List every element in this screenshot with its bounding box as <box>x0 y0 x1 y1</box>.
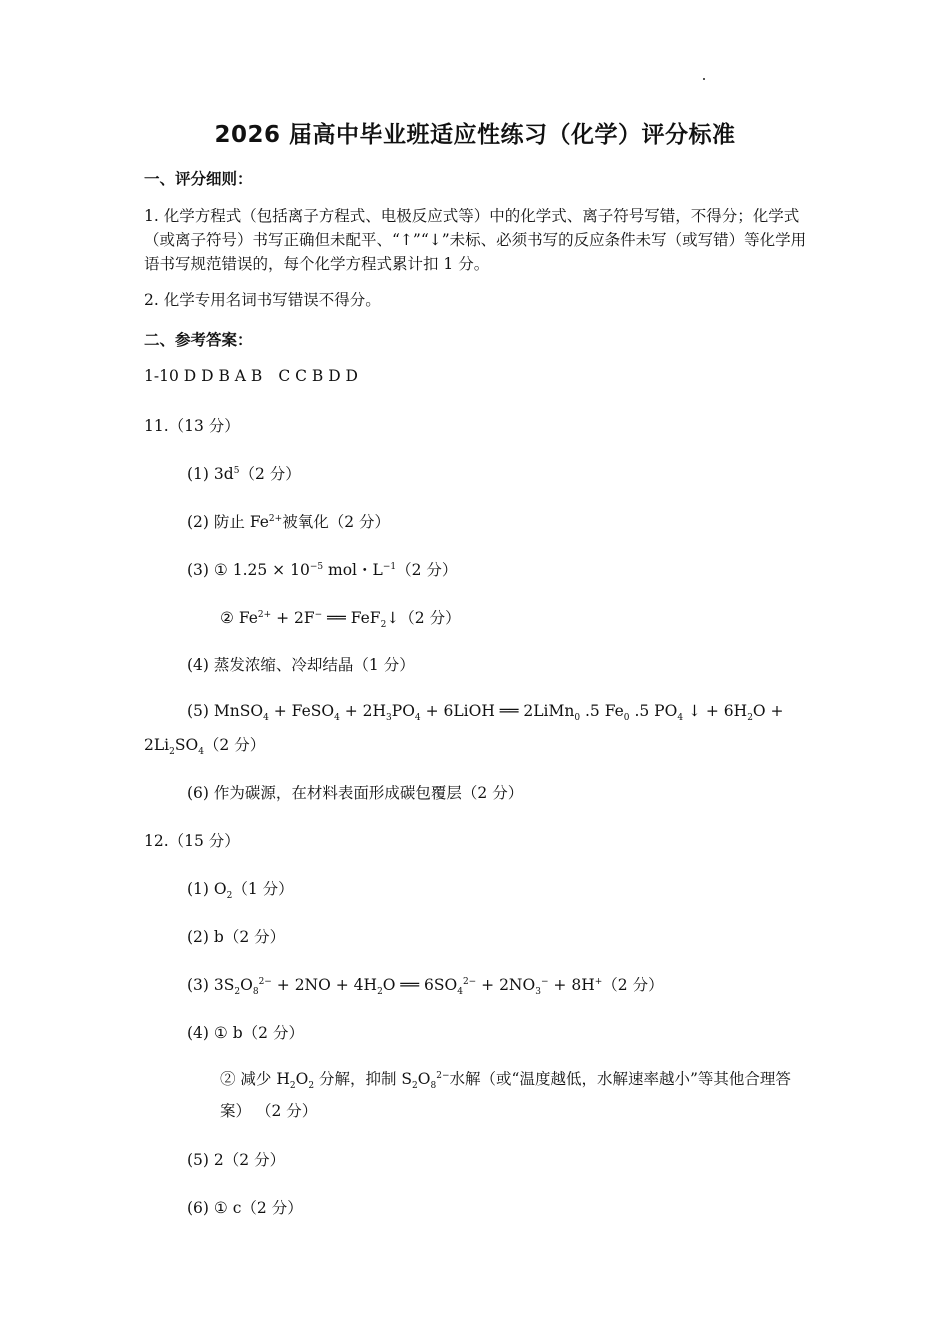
rule-1: 1. 化学方程式（包括离子方程式、电极反应式等）中的化学式、离子符号写错，不得分；化学式（或离子符号）书写正确但未配平、“↑”“↓”未标、必须书写的反应条件未写（或写错）等化学用语书写规范错误的，每个化学方程式累计扣 1 分。 <box>144 207 807 273</box>
q11-part1: (1) $3d^5(2$ 分） <box>187 465 301 483</box>
q12-header: 12.（15 分） <box>144 832 240 850</box>
page-title: 2026 届高中毕业班适应性练习（化学）评分标准 <box>214 122 736 148</box>
q11-header: 11.（13 分） <box>144 417 240 435</box>
section-heading-answers: 二、参考答案： <box>144 331 253 349</box>
q12-part4b: ② 减少 $H_2O_2$ 分解，抑制 $S_2O_8^{2-}$水解（或“温度越低，水解速率越小”等其他合理答案） （2 分） <box>220 1070 791 1120</box>
q11-part5-line1: (5) MnSO$_4$ + FeSO$_4$ + $2H_3PO_4$ + 6LiOH ══ 2LiMn$_0$ .5 $Fe_0$ .5 $PO_4$ ↓ + $6H_2O$ + <box>187 702 784 724</box>
page-speck <box>703 78 705 80</box>
section-heading-rules: 一、评分细则： <box>144 170 253 188</box>
q12-part1: (1) $O_2(1$ 分） <box>187 880 294 902</box>
q12-part5: (5) 2（2 分） <box>187 1151 286 1169</box>
q12-part4: (4) ① b（2 分） <box>187 1024 304 1042</box>
q12-part2: (2) b（2 分） <box>187 928 286 946</box>
q11-part6: (6) 作为碳源，在材料表面形成碳包覆层（2 分） <box>187 784 524 802</box>
q11-part5-line2: $2Li_2SO_4(2$ 分） <box>144 736 266 758</box>
q12-part6: (6) ① c（2 分） <box>187 1199 303 1217</box>
q12-part3: (3) $3S_2O_8^{2-} + 2NO + 4H_2O$ ══ $6SO_4^{2-} + 2NO_3^- + 8H^+(2$ 分） <box>187 976 664 998</box>
q11-part4: (4) 蒸发浓缩、冷却结晶（1 分） <box>187 656 415 674</box>
q11-part3b: ② $Fe^{2+} + 2F^-$ ══ FeF$_2$↓（2 分） <box>220 609 461 631</box>
q11-part3: (3) ① $1.25 \times 10^{-5}$ mol・$L^{-1}(2$ 分） <box>187 561 458 579</box>
q11-part2: (2) 防止 $Fe^{2+}$被氧化（2 分） <box>187 513 391 531</box>
rule-2: 2. 化学专用名词书写错误不得分。 <box>144 291 381 309</box>
mc-answers: 1-10 D D B A B C C B D D <box>144 367 358 385</box>
